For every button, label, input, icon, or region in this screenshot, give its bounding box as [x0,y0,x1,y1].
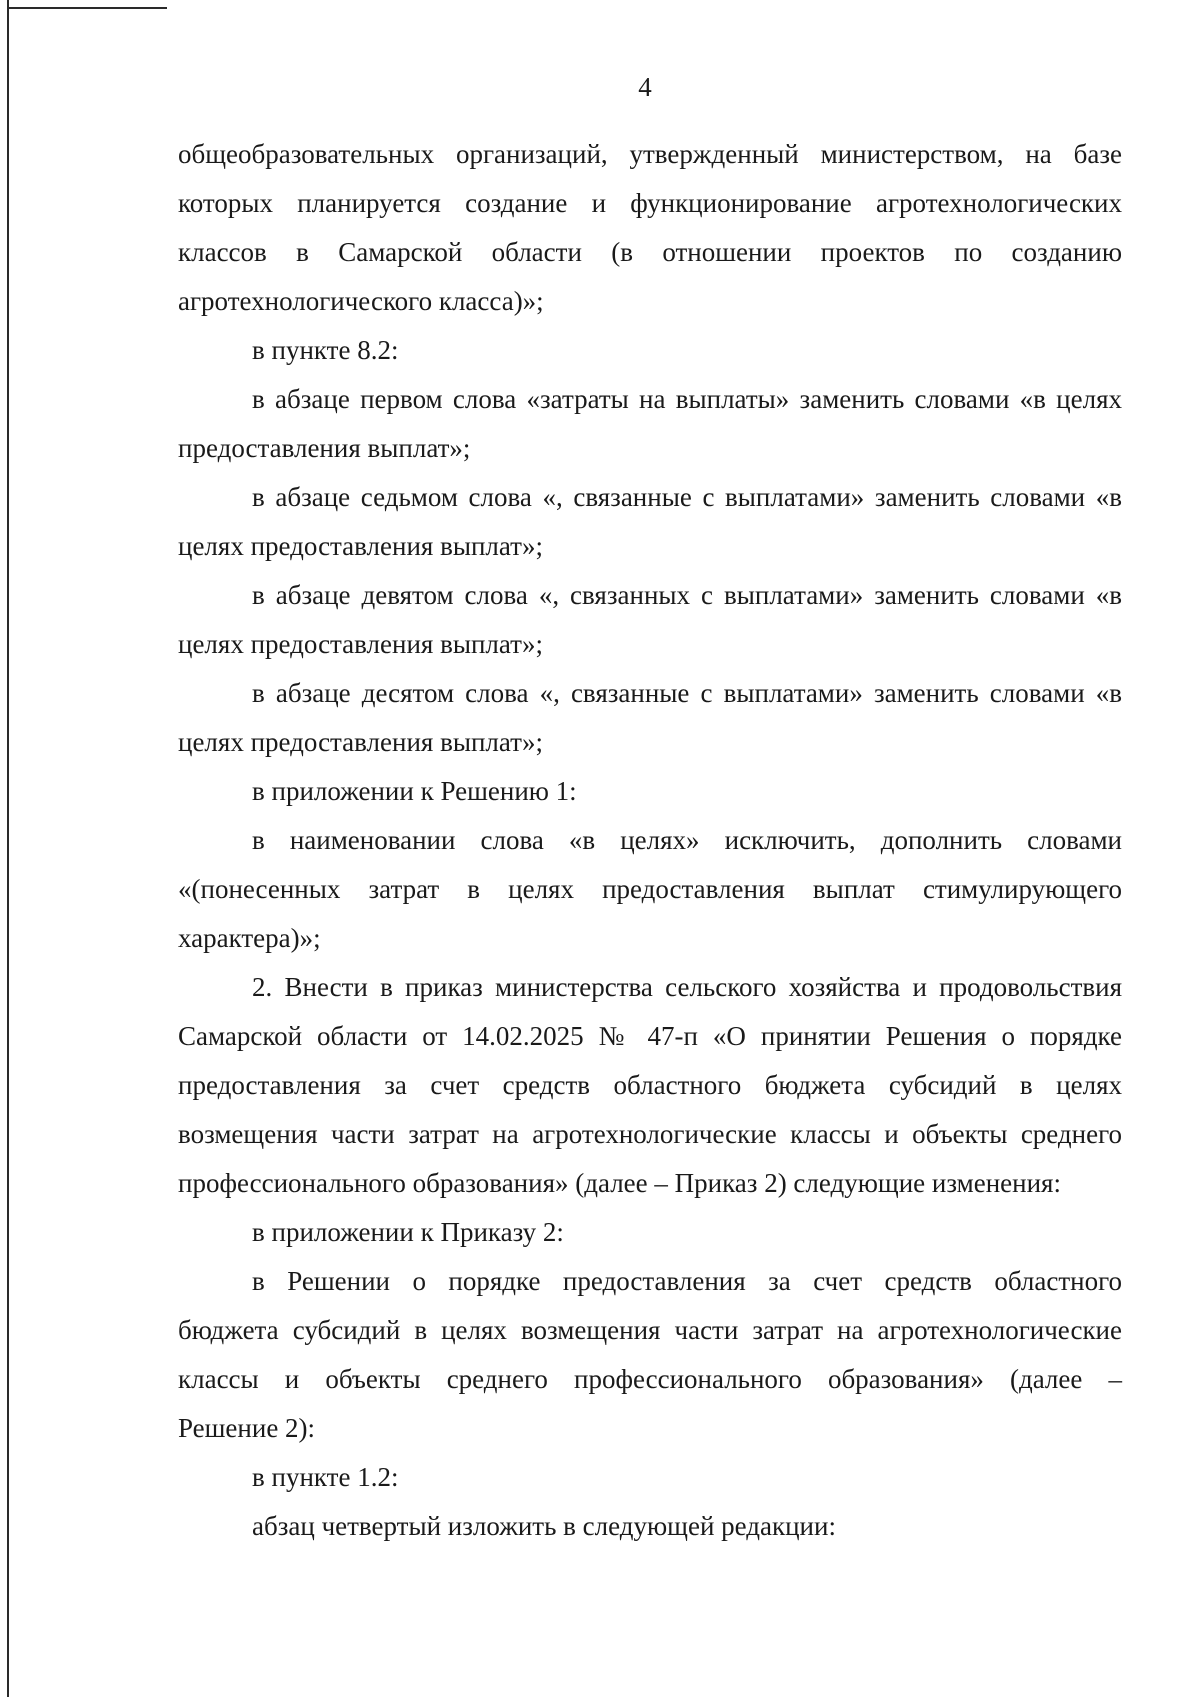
text-line: предоставления выплат»; [178,433,471,463]
text-line: в приложении к Приказу 2: [252,1217,564,1247]
page-number: 4 [638,72,652,102]
text-line: бюджета субсидий в целях возмещения части затрат на агротехнологические [178,1315,1122,1345]
text-line: профессионального образования» (далее – Приказ 2) следующие изменения: [178,1168,1061,1198]
text-line: которых планируется создание и функционирование агротехнологических [178,188,1122,218]
scan-border-left [7,0,9,1697]
text-line: в приложении к Решению 1: [252,776,577,806]
text-line: целях предоставления выплат»; [178,727,543,757]
text-line: Самарской области от 14.02.2025 № 47-п «О принятии Решения о порядке [178,1021,1122,1051]
text-line: в абзаце первом слова «затраты на выплаты» заменить словами «в целях [252,384,1122,414]
text-line: возмещения части затрат на агротехнологические классы и объекты среднего [178,1119,1122,1149]
text-line: целях предоставления выплат»; [178,531,543,561]
text-line: характера)»; [178,923,321,953]
text-line: в абзаце девятом слова «, связанных с выплатами» заменить словами «в [252,580,1122,610]
text-line: предоставления за счет средств областного бюджета субсидий в целях [178,1070,1122,1100]
scan-border-top [7,7,167,9]
text-line: классы и объекты среднего профессионального образования» (далее – [178,1364,1122,1394]
text-line: в абзаце седьмом слова «, связанные с выплатами» заменить словами «в [252,482,1122,512]
text-line: Решение 2): [178,1413,316,1443]
text-line: «(понесенных затрат в целях предоставления выплат стимулирующего [178,874,1122,904]
text-line: в пункте 8.2: [252,335,399,365]
text-line: классов в Самарской области (в отношении проектов по созданию [178,237,1122,267]
text-line: в наименовании слова «в целях» исключить, дополнить словами [252,825,1122,855]
text-line: 2. Внести в приказ министерства сельского хозяйства и продовольствия [252,972,1122,1002]
text-line: в пункте 1.2: [252,1462,399,1492]
text-line: в Решении о порядке предоставления за счет средств областного [252,1266,1122,1296]
text-line: общеобразовательных организаций, утвержденный министерством, на базе [178,139,1122,169]
text-line: абзац четвертый изложить в следующей редакции: [252,1511,836,1541]
text-line: целях предоставления выплат»; [178,629,543,659]
text-line: в абзаце десятом слова «, связанные с выплатами» заменить словами «в [252,678,1122,708]
text-line: агротехнологического класса)»; [178,286,544,316]
